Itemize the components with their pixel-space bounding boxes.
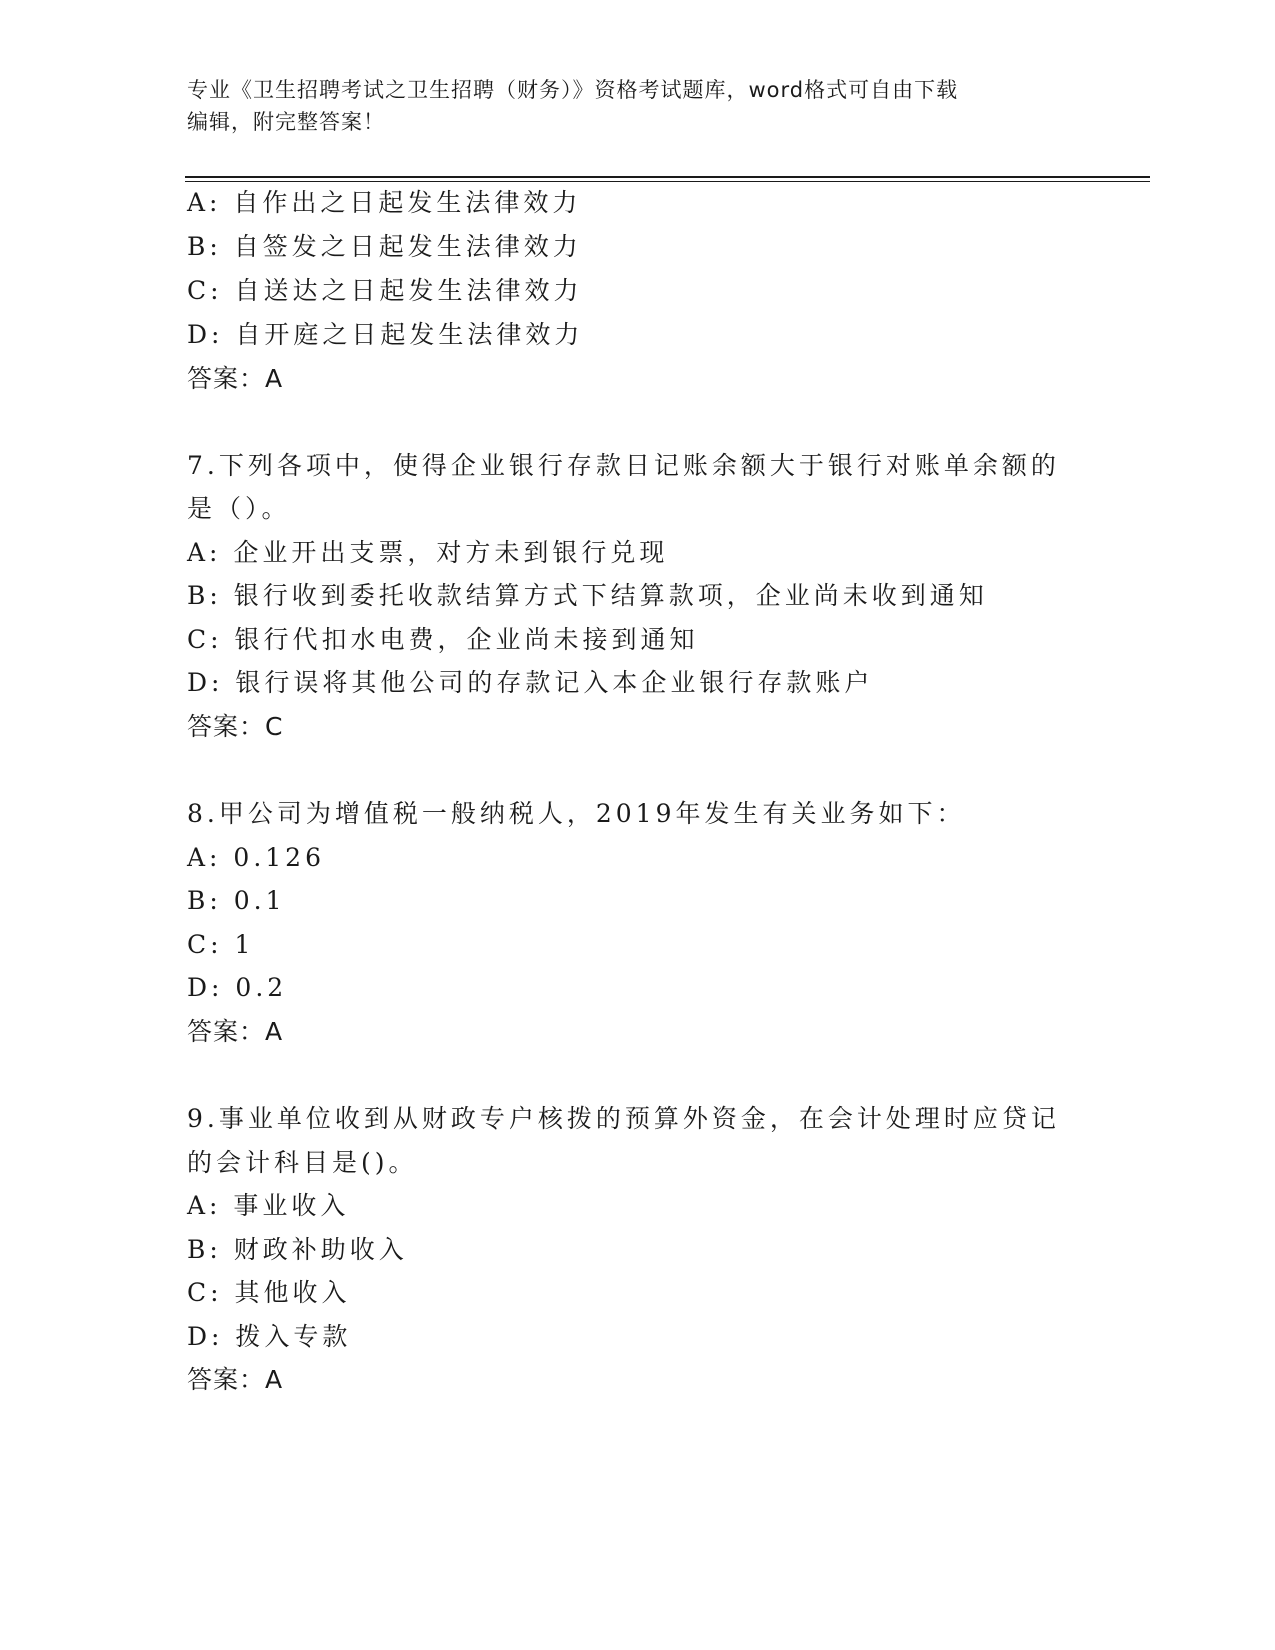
- q8-option-d: D: 0.2: [187, 973, 288, 1002]
- q7-option-b: B: 银行收到委托收款结算方式下结算款项，企业尚未收到通知: [187, 581, 988, 610]
- header-line-2: 编辑，附完整答案！: [187, 110, 385, 134]
- q9-option-a: A: 事业收入: [187, 1191, 350, 1220]
- q7-stem-line-2: 是（）。: [187, 494, 291, 523]
- q9-stem-line-1: 9.事业单位收到从财政专户核拨的预算外资金，在会计处理时应贷记: [187, 1104, 1060, 1133]
- header-line-1: 专业《卫生招聘考试之卫生招聘（财务）》资格考试题库，word格式可自由下载: [187, 78, 959, 102]
- q6-option-c: C: 自送达之日起发生法律效力: [187, 276, 583, 305]
- header-divider-thick: [185, 176, 1150, 178]
- q9-stem-line-2: 的会计科目是()。: [187, 1148, 418, 1177]
- q7-stem-line-1: 7.下列各项中，使得企业银行存款日记账余额大于银行对账单余额的: [187, 451, 1060, 480]
- q9-option-d: D: 拨入专款: [187, 1322, 352, 1351]
- q6-option-d: D: 自开庭之日起发生法律效力: [187, 320, 584, 349]
- document-header: [187, 74, 1087, 138]
- q6-option-a: A: 自作出之日起发生法律效力: [187, 188, 582, 217]
- q7-option-c: C: 银行代扣水电费，企业尚未接到通知: [187, 625, 699, 654]
- q9-answer: 答案：A: [187, 1365, 284, 1394]
- header-divider-thin: [185, 181, 1150, 182]
- q7-option-a: A: 企业开出支票，对方未到银行兑现: [187, 538, 669, 567]
- q7-option-d: D: 银行误将其他公司的存款记入本企业银行存款账户: [187, 668, 874, 697]
- q6-answer: 答案：A: [187, 364, 284, 393]
- q9-option-b: B: 财政补助收入: [187, 1235, 408, 1264]
- q7-answer: 答案：C: [187, 712, 284, 741]
- q8-option-a: A: 0.126: [187, 843, 325, 872]
- q8-answer: 答案：A: [187, 1017, 284, 1046]
- q8-option-b: B: 0.1: [187, 886, 286, 915]
- q9-option-c: C: 其他收入: [187, 1278, 351, 1307]
- q8-option-c: C: 1: [187, 930, 255, 959]
- q8-stem-line-1: 8.甲公司为增值税一般纳税人，2019年发生有关业务如下：: [187, 799, 966, 828]
- q6-option-b: B: 自签发之日起发生法律效力: [187, 232, 582, 261]
